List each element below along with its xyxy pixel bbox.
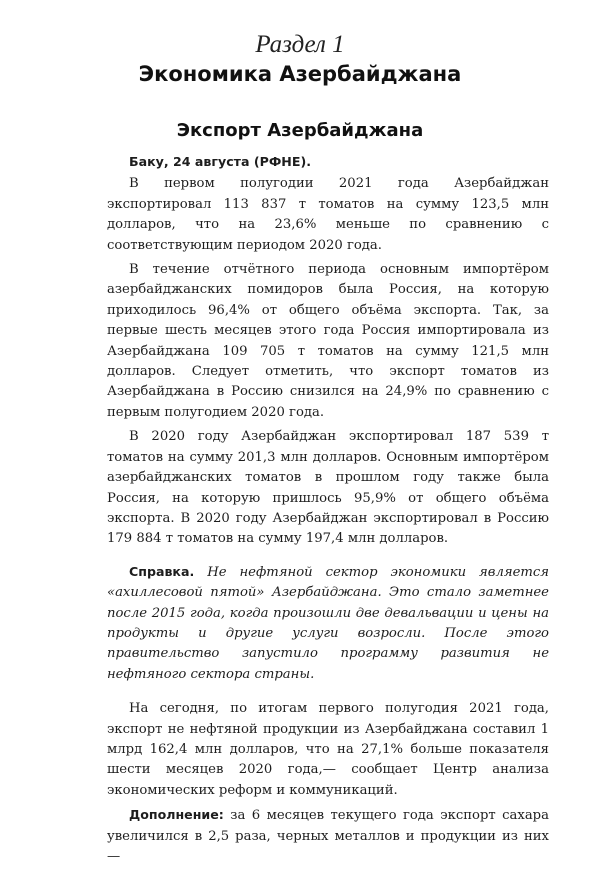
closing-paragraph: На сегодня, по итогам первого полугодия 2021 года, экспорт не нефтяной продукции из Азербайджана составил 1 млрд 162,4 млн долларов, что на 27,1% больше показателя шести месяцев 2020 года,— сообщает Центр анализа экономических реформ и коммуникаций. bbox=[107, 701, 549, 798]
article-title: Экспорт Азербайджана bbox=[176, 120, 424, 141]
section-title: Экономика Азербайджана bbox=[138, 62, 462, 86]
reference-note-label: Справка. bbox=[129, 563, 195, 579]
reference-note-text: Не нефтяной сектор экономики является «ахиллесовой пятой» Азербайджана. Это стало заметнее после 2015 года, когда произошли две девальвации и цены на продукты и другие услуги возросли. После этого правительство запустило программу развития не нефтяного сектора страны. bbox=[107, 564, 549, 682]
paragraph-1: В первом полугодии 2021 года Азербайджан экспортировал 113 837 т томатов на сумму 123,5 млн долларов, что на 23,6% меньше по сравнению с соответствующим периодом 2020 года. bbox=[107, 176, 549, 253]
section-label: Раздел 1 bbox=[255, 31, 345, 58]
addendum-text: за 6 месяцев текущего года экспорт сахара увеличился в 2,5 раза, черных металлов и продукции из них — bbox=[107, 808, 549, 864]
paragraph-2: В течение отчётного периода основным импортёром азербайджанских помидоров была Россия, на которую приходилось 96,4% от общего объёма экспорта. Так, за первые шесть месяцев этого года Россия импортировала из Азербайджана 109 705 т томатов на сумму 121,5 млн долларов. Следует отметить, что экспорт томатов из Азербайджана в Россию снизился на 24,9% по сравнению с первым полугодием 2020 года. bbox=[107, 262, 549, 420]
addendum bbox=[107, 805, 549, 867]
reference-note bbox=[107, 562, 549, 685]
article-body bbox=[107, 152, 549, 871]
addendum-label: Дополнение: bbox=[129, 807, 224, 823]
paragraph-3: В 2020 году Азербайджан экспортировал 187 539 т томатов на сумму 201,3 млн долларов. Основным импортёром азербайджанских томатов в прошлом году также была Россия, на которую пришлось 95,9% от общего объёма экспорта. В 2020 году Азербайджан экспортировал в Россию 179 884 т томатов на сумму 197,4 млн долларов. bbox=[107, 429, 549, 547]
dateline: Баку, 24 августа (РФНЕ). bbox=[129, 154, 311, 169]
